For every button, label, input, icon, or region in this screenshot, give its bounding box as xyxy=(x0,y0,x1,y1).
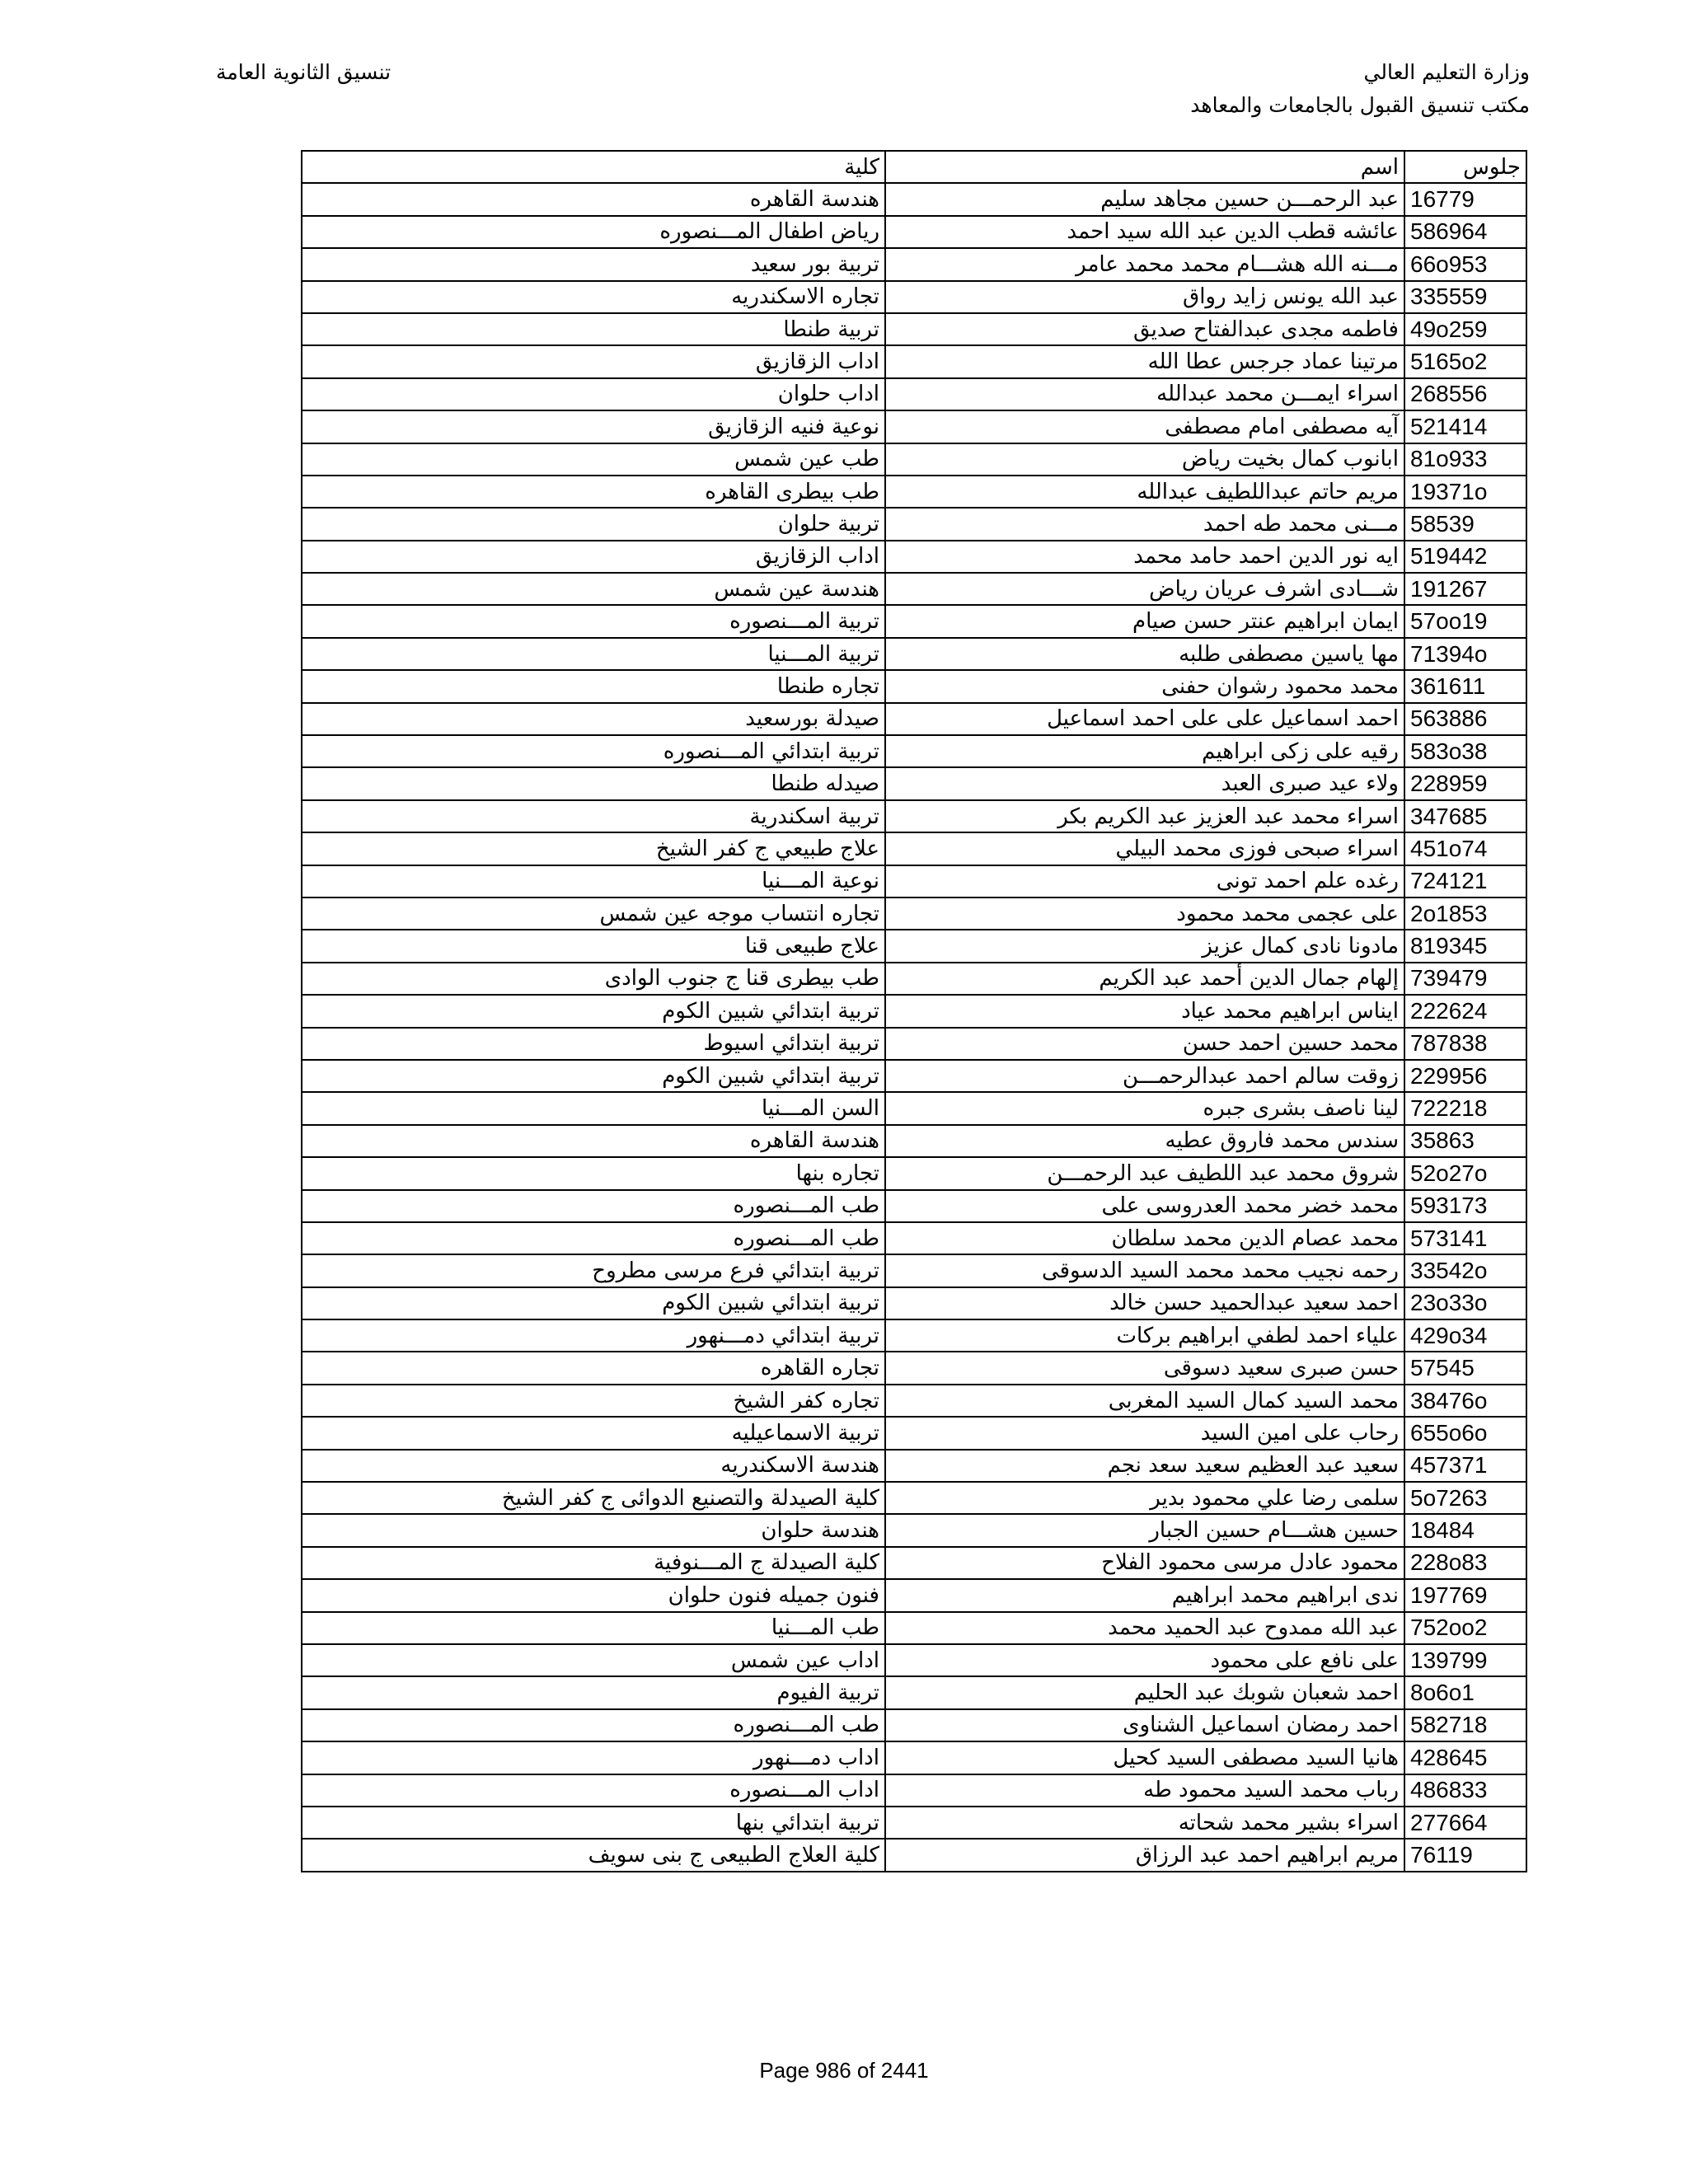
seat-number-cell: 451o74 xyxy=(1404,832,1526,865)
seat-number-cell: 724121 xyxy=(1404,865,1526,898)
name-cell: احمد رمضان اسماعيل الشناوى xyxy=(885,1709,1404,1741)
seat-number-cell: 8o6o1 xyxy=(1404,1676,1526,1708)
faculty-cell: علاج طبيعي ج كفر الشيخ xyxy=(302,832,885,865)
seat-number-cell: 739479 xyxy=(1404,963,1526,995)
faculty-cell: هندسة الاسكندريه xyxy=(302,1450,885,1482)
faculty-cell: تربية حلوان xyxy=(302,508,885,540)
name-cell: آيه مصطفى امام مصطفى xyxy=(885,410,1404,443)
name-cell: لينا ناصف بشرى جبره xyxy=(885,1092,1404,1124)
name-cell: عبد الله يونس زايد رواق xyxy=(885,281,1404,313)
seat-number-cell: 486833 xyxy=(1404,1774,1526,1807)
table-row xyxy=(302,1612,1526,1644)
table-row xyxy=(302,1222,1526,1254)
name-cell: رحمه نجيب محمد محمد السيد الدسوقى xyxy=(885,1254,1404,1286)
faculty-cell: تربية المـــنصوره xyxy=(302,605,885,637)
faculty-cell: هندسة حلوان xyxy=(302,1514,885,1546)
table-row xyxy=(302,1417,1526,1449)
table-row xyxy=(302,1676,1526,1708)
seat-number-cell: 722218 xyxy=(1404,1092,1526,1124)
name-cell: مـــنه الله هشـــام محمد محمد عامر xyxy=(885,248,1404,280)
seat-number-cell: 197769 xyxy=(1404,1579,1526,1611)
faculty-cell: اداب عين شمس xyxy=(302,1644,885,1676)
seat-number-cell: 583o38 xyxy=(1404,735,1526,767)
table-row xyxy=(302,1157,1526,1189)
faculty-cell: تربية ابتدائي شبين الكوم xyxy=(302,1287,885,1319)
document-title: تنسيق الثانوية العامة xyxy=(216,60,392,84)
name-cell: ايناس ابراهيم محمد عياد xyxy=(885,995,1404,1027)
name-cell: حسين هشـــام حسين الجبار xyxy=(885,1514,1404,1546)
faculty-cell: السن المـــنيا xyxy=(302,1092,885,1124)
faculty-cell: تربية طنطا xyxy=(302,313,885,345)
faculty-cell: طب بيطرى القاهره xyxy=(302,476,885,508)
table-row xyxy=(302,1287,1526,1319)
table-body xyxy=(302,183,1526,1871)
seat-number-cell: 71394o xyxy=(1404,638,1526,670)
seat-number-cell: 457371 xyxy=(1404,1450,1526,1482)
faculty-cell: تجاره كفر الشيخ xyxy=(302,1385,885,1417)
page-number: Page 986 of 2441 xyxy=(759,2058,929,2083)
seat-number-cell: 268556 xyxy=(1404,378,1526,410)
faculty-cell: كلية الصيدلة ج المـــنوفية xyxy=(302,1547,885,1579)
column-header-name: اسم xyxy=(885,151,1404,183)
seat-number-cell: 752oo2 xyxy=(1404,1612,1526,1644)
table-row xyxy=(302,1482,1526,1514)
seat-number-cell: 139799 xyxy=(1404,1644,1526,1676)
name-cell: مرتينا عماد جرجس عطا الله xyxy=(885,345,1404,377)
table-row xyxy=(302,1514,1526,1546)
table-row xyxy=(302,930,1526,962)
faculty-cell: طب عين شمس xyxy=(302,443,885,476)
ministry-title: وزارة التعليم العالي xyxy=(1363,60,1530,84)
seat-number-cell: 222624 xyxy=(1404,995,1526,1027)
faculty-cell: طب بيطرى قنا ج جنوب الوادى xyxy=(302,963,885,995)
faculty-cell: اداب الزقازيق xyxy=(302,541,885,573)
table-row xyxy=(302,605,1526,637)
table-row xyxy=(302,1254,1526,1286)
name-cell: ندى ابراهيم محمد ابراهيم xyxy=(885,1579,1404,1611)
faculty-cell: تربية ابتدائي اسيوط xyxy=(302,1028,885,1060)
seat-number-cell: 229956 xyxy=(1404,1060,1526,1092)
seat-number-cell: 655o6o xyxy=(1404,1417,1526,1449)
seat-number-cell: 787838 xyxy=(1404,1028,1526,1060)
faculty-cell: تجاره بنها xyxy=(302,1157,885,1189)
table-row xyxy=(302,1450,1526,1482)
name-cell: مريم حاتم عبداللطيف عبدالله xyxy=(885,476,1404,508)
seat-number-cell: 52o27o xyxy=(1404,1157,1526,1189)
table-header-row xyxy=(302,151,1526,183)
seat-number-cell: 361611 xyxy=(1404,670,1526,702)
faculty-cell: طب المـــنصوره xyxy=(302,1190,885,1222)
table-row xyxy=(302,281,1526,313)
table-row xyxy=(302,1060,1526,1092)
table-row xyxy=(302,1092,1526,1124)
seat-number-cell: 16779 xyxy=(1404,183,1526,215)
name-cell: محمود عادل مرسى محمود الفلاح xyxy=(885,1547,1404,1579)
table-row xyxy=(302,183,1526,215)
faculty-cell: تجاره القاهره xyxy=(302,1352,885,1384)
name-cell: اسراء صبحى فوزى محمد البيلي xyxy=(885,832,1404,865)
name-cell: رحاب على امين السيد xyxy=(885,1417,1404,1449)
office-title: مكتب تنسيق القبول بالجامعات والمعاهد xyxy=(1190,93,1530,117)
seat-number-cell: 519442 xyxy=(1404,541,1526,573)
name-cell: حسن صبرى سعيد دسوقى xyxy=(885,1352,1404,1384)
seat-number-cell: 429o34 xyxy=(1404,1319,1526,1352)
seat-number-cell: 563886 xyxy=(1404,703,1526,735)
table-row xyxy=(302,832,1526,865)
seat-number-cell: 57545 xyxy=(1404,1352,1526,1384)
name-cell: عائشه قطب الدين عبد الله سيد احمد xyxy=(885,216,1404,248)
seat-number-cell: 582718 xyxy=(1404,1709,1526,1741)
table-row xyxy=(302,443,1526,476)
faculty-cell: نوعية فنيه الزقازيق xyxy=(302,410,885,443)
table-row xyxy=(302,476,1526,508)
faculty-cell: رياض اطفال المـــنصوره xyxy=(302,216,885,248)
seat-number-cell: 66o953 xyxy=(1404,248,1526,280)
faculty-cell: تربية ابتدائي شبين الكوم xyxy=(302,995,885,1027)
table-row xyxy=(302,800,1526,832)
faculty-cell: اداب دمـــنهور xyxy=(302,1741,885,1774)
table-row xyxy=(302,216,1526,248)
name-cell: رقيه على زكى ابراهيم xyxy=(885,735,1404,767)
seat-number-cell: 58539 xyxy=(1404,508,1526,540)
table-row xyxy=(302,735,1526,767)
seat-number-cell: 819345 xyxy=(1404,930,1526,962)
name-cell: رباب محمد السيد محمود طه xyxy=(885,1774,1404,1807)
table-row xyxy=(302,995,1526,1027)
name-cell: رغده علم احمد تونى xyxy=(885,865,1404,898)
table-row xyxy=(302,1579,1526,1611)
faculty-cell: هندسة القاهره xyxy=(302,1125,885,1157)
seat-number-cell: 81o933 xyxy=(1404,443,1526,476)
seat-number-cell: 76119 xyxy=(1404,1839,1526,1871)
seat-number-cell: 18484 xyxy=(1404,1514,1526,1546)
table-row xyxy=(302,767,1526,799)
seat-number-cell: 38476o xyxy=(1404,1385,1526,1417)
faculty-cell: اداب حلوان xyxy=(302,378,885,410)
name-cell: هانيا السيد مصطفى السيد كحيل xyxy=(885,1741,1404,1774)
name-cell: مها ياسين مصطفى طلبه xyxy=(885,638,1404,670)
faculty-cell: نوعية المـــنيا xyxy=(302,865,885,898)
seat-number-cell: 57oo19 xyxy=(1404,605,1526,637)
name-cell: احمد شعبان شوبك عبد الحليم xyxy=(885,1676,1404,1708)
name-cell: على نافع على محمود xyxy=(885,1644,1404,1676)
name-cell: ايه نور الدين احمد حامد محمد xyxy=(885,541,1404,573)
seat-number-cell: 593173 xyxy=(1404,1190,1526,1222)
seat-number-cell: 277664 xyxy=(1404,1807,1526,1839)
faculty-cell: اداب الزقازيق xyxy=(302,345,885,377)
faculty-cell: تجاره طنطا xyxy=(302,670,885,702)
table-row xyxy=(302,1352,1526,1384)
name-cell: محمد حسين احمد حسن xyxy=(885,1028,1404,1060)
seat-number-cell: 428645 xyxy=(1404,1741,1526,1774)
faculty-cell: هندسة عين شمس xyxy=(302,573,885,605)
name-cell: مريم ابراهيم احمد عبد الرزاق xyxy=(885,1839,1404,1871)
seat-number-cell: 49o259 xyxy=(1404,313,1526,345)
name-cell: محمد عصام الدين محمد سلطان xyxy=(885,1222,1404,1254)
faculty-cell: صيدله طنطا xyxy=(302,767,885,799)
faculty-cell: تربية ابتدائي بنها xyxy=(302,1807,885,1839)
table-row xyxy=(302,1125,1526,1157)
faculty-cell: هندسة القاهره xyxy=(302,183,885,215)
table-row xyxy=(302,1547,1526,1579)
name-cell: فاطمه مجدى عبدالفتاح صديق xyxy=(885,313,1404,345)
table-row xyxy=(302,1644,1526,1676)
table-row xyxy=(302,703,1526,735)
seat-number-cell: 586964 xyxy=(1404,216,1526,248)
faculty-cell: طب المـــنيا xyxy=(302,1612,885,1644)
table-row xyxy=(302,963,1526,995)
name-cell: عبد الرحمـــن حسين مجاهد سليم xyxy=(885,183,1404,215)
faculty-cell: تربية ابتدائي شبين الكوم xyxy=(302,1060,885,1092)
table-row xyxy=(302,638,1526,670)
seat-number-cell: 191267 xyxy=(1404,573,1526,605)
name-cell: محمد السيد كمال السيد المغربى xyxy=(885,1385,1404,1417)
name-cell: زوقت سالم احمد عبدالرحمـــن xyxy=(885,1060,1404,1092)
table-row xyxy=(302,865,1526,898)
seat-number-cell: 335559 xyxy=(1404,281,1526,313)
column-header-seat: جلوس xyxy=(1404,151,1526,183)
faculty-cell: تجاره الاسكندريه xyxy=(302,281,885,313)
table-row xyxy=(302,573,1526,605)
seat-number-cell: 5o7263 xyxy=(1404,1482,1526,1514)
faculty-cell: تربية ابتدائي دمـــنهور xyxy=(302,1319,885,1352)
name-cell: إلهام جمال الدين أحمد عبد الكريم xyxy=(885,963,1404,995)
faculty-cell: طب المـــنصوره xyxy=(302,1222,885,1254)
faculty-cell: تربية اسكندرية xyxy=(302,800,885,832)
name-cell: شروق محمد عبد اللطيف عبد الرحمـــن xyxy=(885,1157,1404,1189)
name-cell: ولاء عيد صبرى العبد xyxy=(885,767,1404,799)
seat-number-cell: 35863 xyxy=(1404,1125,1526,1157)
table-row xyxy=(302,378,1526,410)
table-row xyxy=(302,508,1526,540)
faculty-cell: اداب المـــنصوره xyxy=(302,1774,885,1807)
name-cell: محمد خضر محمد العدروسى على xyxy=(885,1190,1404,1222)
table-row xyxy=(302,670,1526,702)
seat-number-cell: 23o33o xyxy=(1404,1287,1526,1319)
table-row xyxy=(302,898,1526,930)
faculty-cell: تربية المـــنيا xyxy=(302,638,885,670)
name-cell: ابانوب كمال بخيت رياض xyxy=(885,443,1404,476)
column-header-faculty: كلية xyxy=(302,151,885,183)
seat-number-cell: 5165o2 xyxy=(1404,345,1526,377)
name-cell: اسراء بشير محمد شحاته xyxy=(885,1807,1404,1839)
seat-number-cell: 573141 xyxy=(1404,1222,1526,1254)
table-row xyxy=(302,345,1526,377)
seat-number-cell: 33542o xyxy=(1404,1254,1526,1286)
faculty-cell: كلية الصيدلة والتصنيع الدوائى ج كفر الشيخ xyxy=(302,1482,885,1514)
table-row xyxy=(302,1741,1526,1774)
table-row xyxy=(302,410,1526,443)
name-cell: على عجمى محمد محمود xyxy=(885,898,1404,930)
table-row xyxy=(302,1807,1526,1839)
seat-number-cell: 19371o xyxy=(1404,476,1526,508)
name-cell: علياء احمد لطفي ابراهيم بركات xyxy=(885,1319,1404,1352)
faculty-cell: تربية الفيوم xyxy=(302,1676,885,1708)
name-cell: احمد اسماعيل على على احمد اسماعيل xyxy=(885,703,1404,735)
faculty-cell: صيدلة بورسعيد xyxy=(302,703,885,735)
seat-number-cell: 2o1853 xyxy=(1404,898,1526,930)
table-row xyxy=(302,1028,1526,1060)
name-cell: اسراء ايمـــن محمد عبدالله xyxy=(885,378,1404,410)
name-cell: عبد الله ممدوح عبد الحميد محمد xyxy=(885,1612,1404,1644)
name-cell: احمد سعيد عبدالحميد حسن خالد xyxy=(885,1287,1404,1319)
seat-number-cell: 347685 xyxy=(1404,800,1526,832)
table-row xyxy=(302,1839,1526,1871)
name-cell: محمد محمود رشوان حفنى xyxy=(885,670,1404,702)
name-cell: سلمى رضا علي محمود بدير xyxy=(885,1482,1404,1514)
name-cell: اسراء محمد عبد العزيز عبد الكريم بكر xyxy=(885,800,1404,832)
faculty-cell: تربية ابتدائي فرع مرسى مطروح xyxy=(302,1254,885,1286)
seat-number-cell: 521414 xyxy=(1404,410,1526,443)
results-table xyxy=(301,150,1527,1872)
table-row xyxy=(302,1709,1526,1741)
faculty-cell: تربية الاسماعيليه xyxy=(302,1417,885,1449)
table-row xyxy=(302,1385,1526,1417)
faculty-cell: علاج طبيعى قنا xyxy=(302,930,885,962)
faculty-cell: تربية بور سعيد xyxy=(302,248,885,280)
faculty-cell: فنون جميله فنون حلوان xyxy=(302,1579,885,1611)
faculty-cell: تربية ابتدائي المـــنصوره xyxy=(302,735,885,767)
name-cell: شـــادى اشرف عريان رياض xyxy=(885,573,1404,605)
table-row xyxy=(302,1319,1526,1352)
faculty-cell: تجاره انتساب موجه عين شمس xyxy=(302,898,885,930)
faculty-cell: طب المـــنصوره xyxy=(302,1709,885,1741)
faculty-cell: كلية العلاج الطبيعى ج بنى سويف xyxy=(302,1839,885,1871)
table-row xyxy=(302,1190,1526,1222)
table-row xyxy=(302,541,1526,573)
name-cell: مادونا نادى كمال عزيز xyxy=(885,930,1404,962)
table-row xyxy=(302,248,1526,280)
seat-number-cell: 228959 xyxy=(1404,767,1526,799)
name-cell: ايمان ابراهيم عنتر حسن صيام xyxy=(885,605,1404,637)
name-cell: مـــنى محمد طه احمد xyxy=(885,508,1404,540)
name-cell: سعيد عبد العظيم سعيد سعد نجم xyxy=(885,1450,1404,1482)
seat-number-cell: 228o83 xyxy=(1404,1547,1526,1579)
table-row xyxy=(302,1774,1526,1807)
table-row xyxy=(302,313,1526,345)
name-cell: سندس محمد فاروق عطيه xyxy=(885,1125,1404,1157)
